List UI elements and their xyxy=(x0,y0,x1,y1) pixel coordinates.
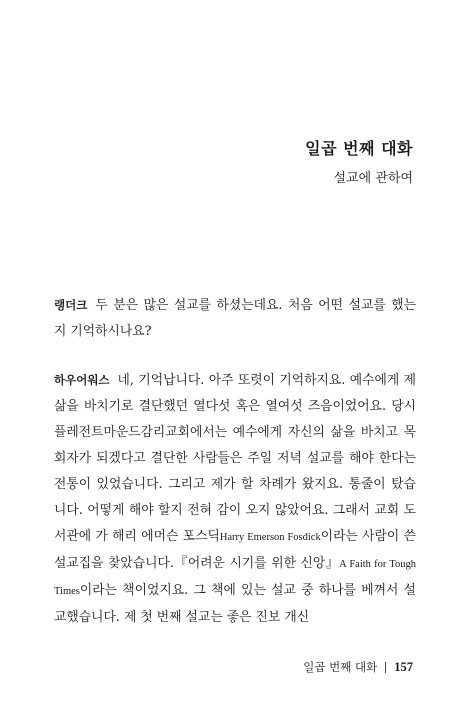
dialogue-text: 이라는 책이었지요. 그 책에 있는 설교 중 하나를 베껴서 설교했습니다. 제 첫 번째 설교는 좋은 진보 개신 xyxy=(54,583,416,625)
latin-book-title: A Faith for Tough Times xyxy=(54,559,417,597)
speaker-label: 랭더크 xyxy=(54,298,88,312)
dialogue-text: 이라는 사람이 쓴 설교집을 찾았습니다.『어려운 시기를 위한 신앙』 xyxy=(54,529,416,571)
dialogue-paragraph xyxy=(54,367,416,631)
dialogue-text: 네, 기억납니다. 아주 또렷이 기억하지요. 예수에게 제 삶을 바치기로 결단했던 열다섯 혹은 열여섯 즈음이었어요. 당시 플레전트마운드감리교회에서는 예수에게 자신의 삶을 바치고 목회자가 되겠다고 결단한 사람들은 주일 저녁 설교를 해야 한다는 전통이 있었습니다. 그리고 제가 할 차례가 왔지요. 통줄이 탔습니다. 어떻게 해야 할지 전혀 감이 오지 않았어요. 그래서 교회 도서관에 가 해리 에머슨 포스딕 xyxy=(54,373,416,544)
running-head: 일곱 번째 대화 xyxy=(303,660,378,674)
page-footer xyxy=(303,659,413,675)
latin-author-name: Harry Emerson Fosdick xyxy=(219,532,321,543)
page-number: 157 xyxy=(394,659,413,674)
dialogue-text: 두 분은 많은 설교를 하셨는데요. 처음 어떤 설교를 했는지 기억하시나요? xyxy=(54,298,416,339)
footer-divider xyxy=(385,662,386,673)
chapter-subtitle: 설교에 관하여 xyxy=(333,171,413,186)
speaker-label: 하우어워스 xyxy=(54,373,110,387)
chapter-title: 일곱 번째 대화 xyxy=(305,139,413,158)
dialogue-paragraph xyxy=(54,292,416,345)
